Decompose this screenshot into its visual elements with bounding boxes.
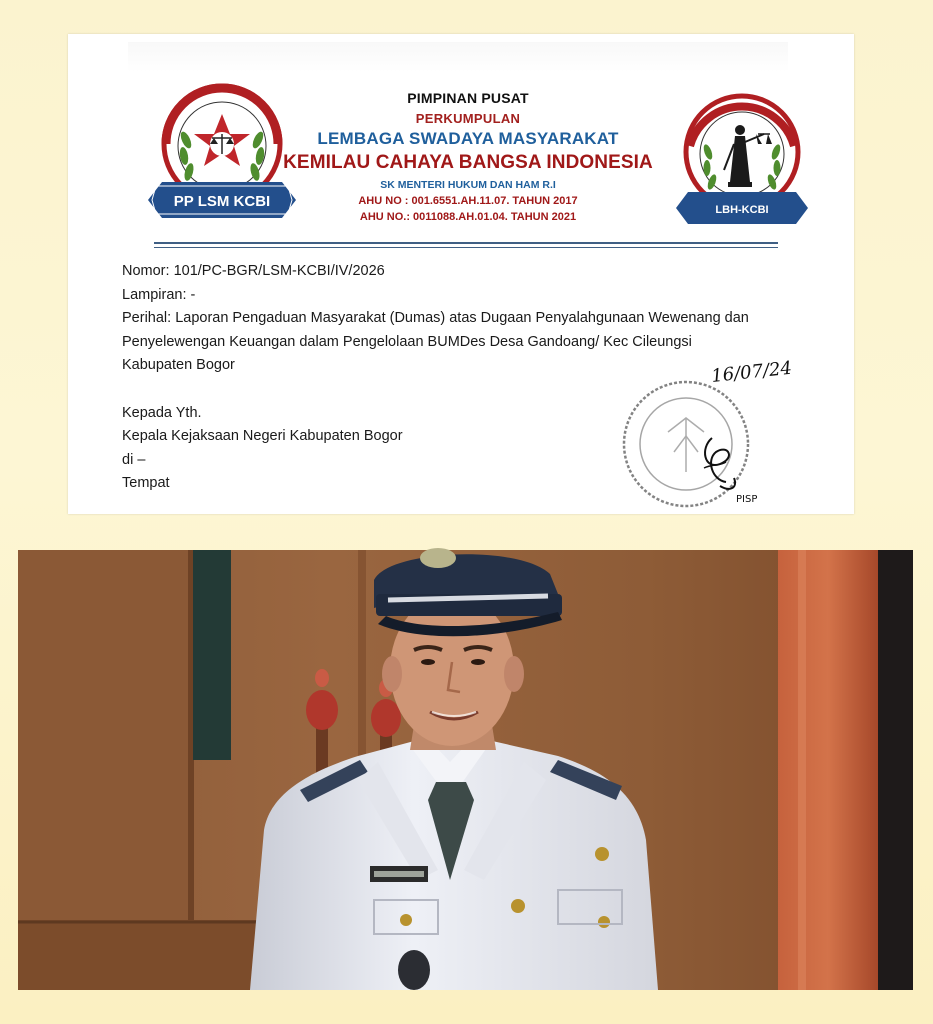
header-rule <box>154 242 778 244</box>
letterhead-sk: SK MENTERI HUKUM DAN HAM R.I <box>380 179 556 191</box>
recipient: Kepala Kejaksaan Negeri Kabupaten Bogor <box>122 428 403 444</box>
lbh-logo-text: LBH-KCBI <box>715 204 769 216</box>
letterhead-line-2: PERKUMPULAN <box>415 111 521 126</box>
official-portrait-photo <box>18 550 913 990</box>
letterhead-text <box>283 90 653 223</box>
receipt-stamp <box>608 352 793 512</box>
letterhead-line-1: PIMPINAN PUSAT <box>407 90 529 106</box>
organization-name: KEMILAU CAHAYA BANGSA INDONESIA <box>283 152 653 173</box>
letter-number: Nomor: 101/PC-BGR/LSM-KCBI/IV/2026 <box>122 263 385 279</box>
letter-subject-line-1: Perihal: Laporan Pengaduan Masyarakat (Dumas) atas Dugaan Penyalahgunaan Wewenang dan <box>122 310 749 326</box>
letterhead-line-3: LEMBAGA SWADAYA MASYARAKAT <box>317 129 619 148</box>
header-rule-thin <box>154 247 778 248</box>
letterhead-ahu-2017: AHU NO : 001.6551.AH.11.07. TAHUN 2017 <box>358 195 578 207</box>
recipient-di: di – <box>122 451 146 468</box>
scan-smudge <box>128 42 788 72</box>
salutation: Kepada Yth. <box>122 404 202 421</box>
recipient-place: Tempat <box>122 475 170 491</box>
handwritten-date: 16/07/24 <box>710 357 793 387</box>
letterhead-ahu-2021: AHU NO.: 0011088.AH.01.04. TAHUN 2021 <box>359 211 577 223</box>
letter-subject-line-2: Penyelewengan Keuangan dalam Pengelolaan BUMDes Desa Gandoang/ Kec Cileungsi <box>122 333 692 350</box>
letter-attachment: Lampiran: - <box>122 286 196 303</box>
handwritten-initials: PISP <box>736 494 758 505</box>
letter-document <box>68 34 854 514</box>
kcbi-logo-text: PP LSM KCBI <box>173 193 271 210</box>
portrait-illustration <box>18 550 913 990</box>
lbh-kcbi-logo <box>672 90 812 230</box>
letter-subject-line-3: Kabupaten Bogor <box>122 357 235 373</box>
